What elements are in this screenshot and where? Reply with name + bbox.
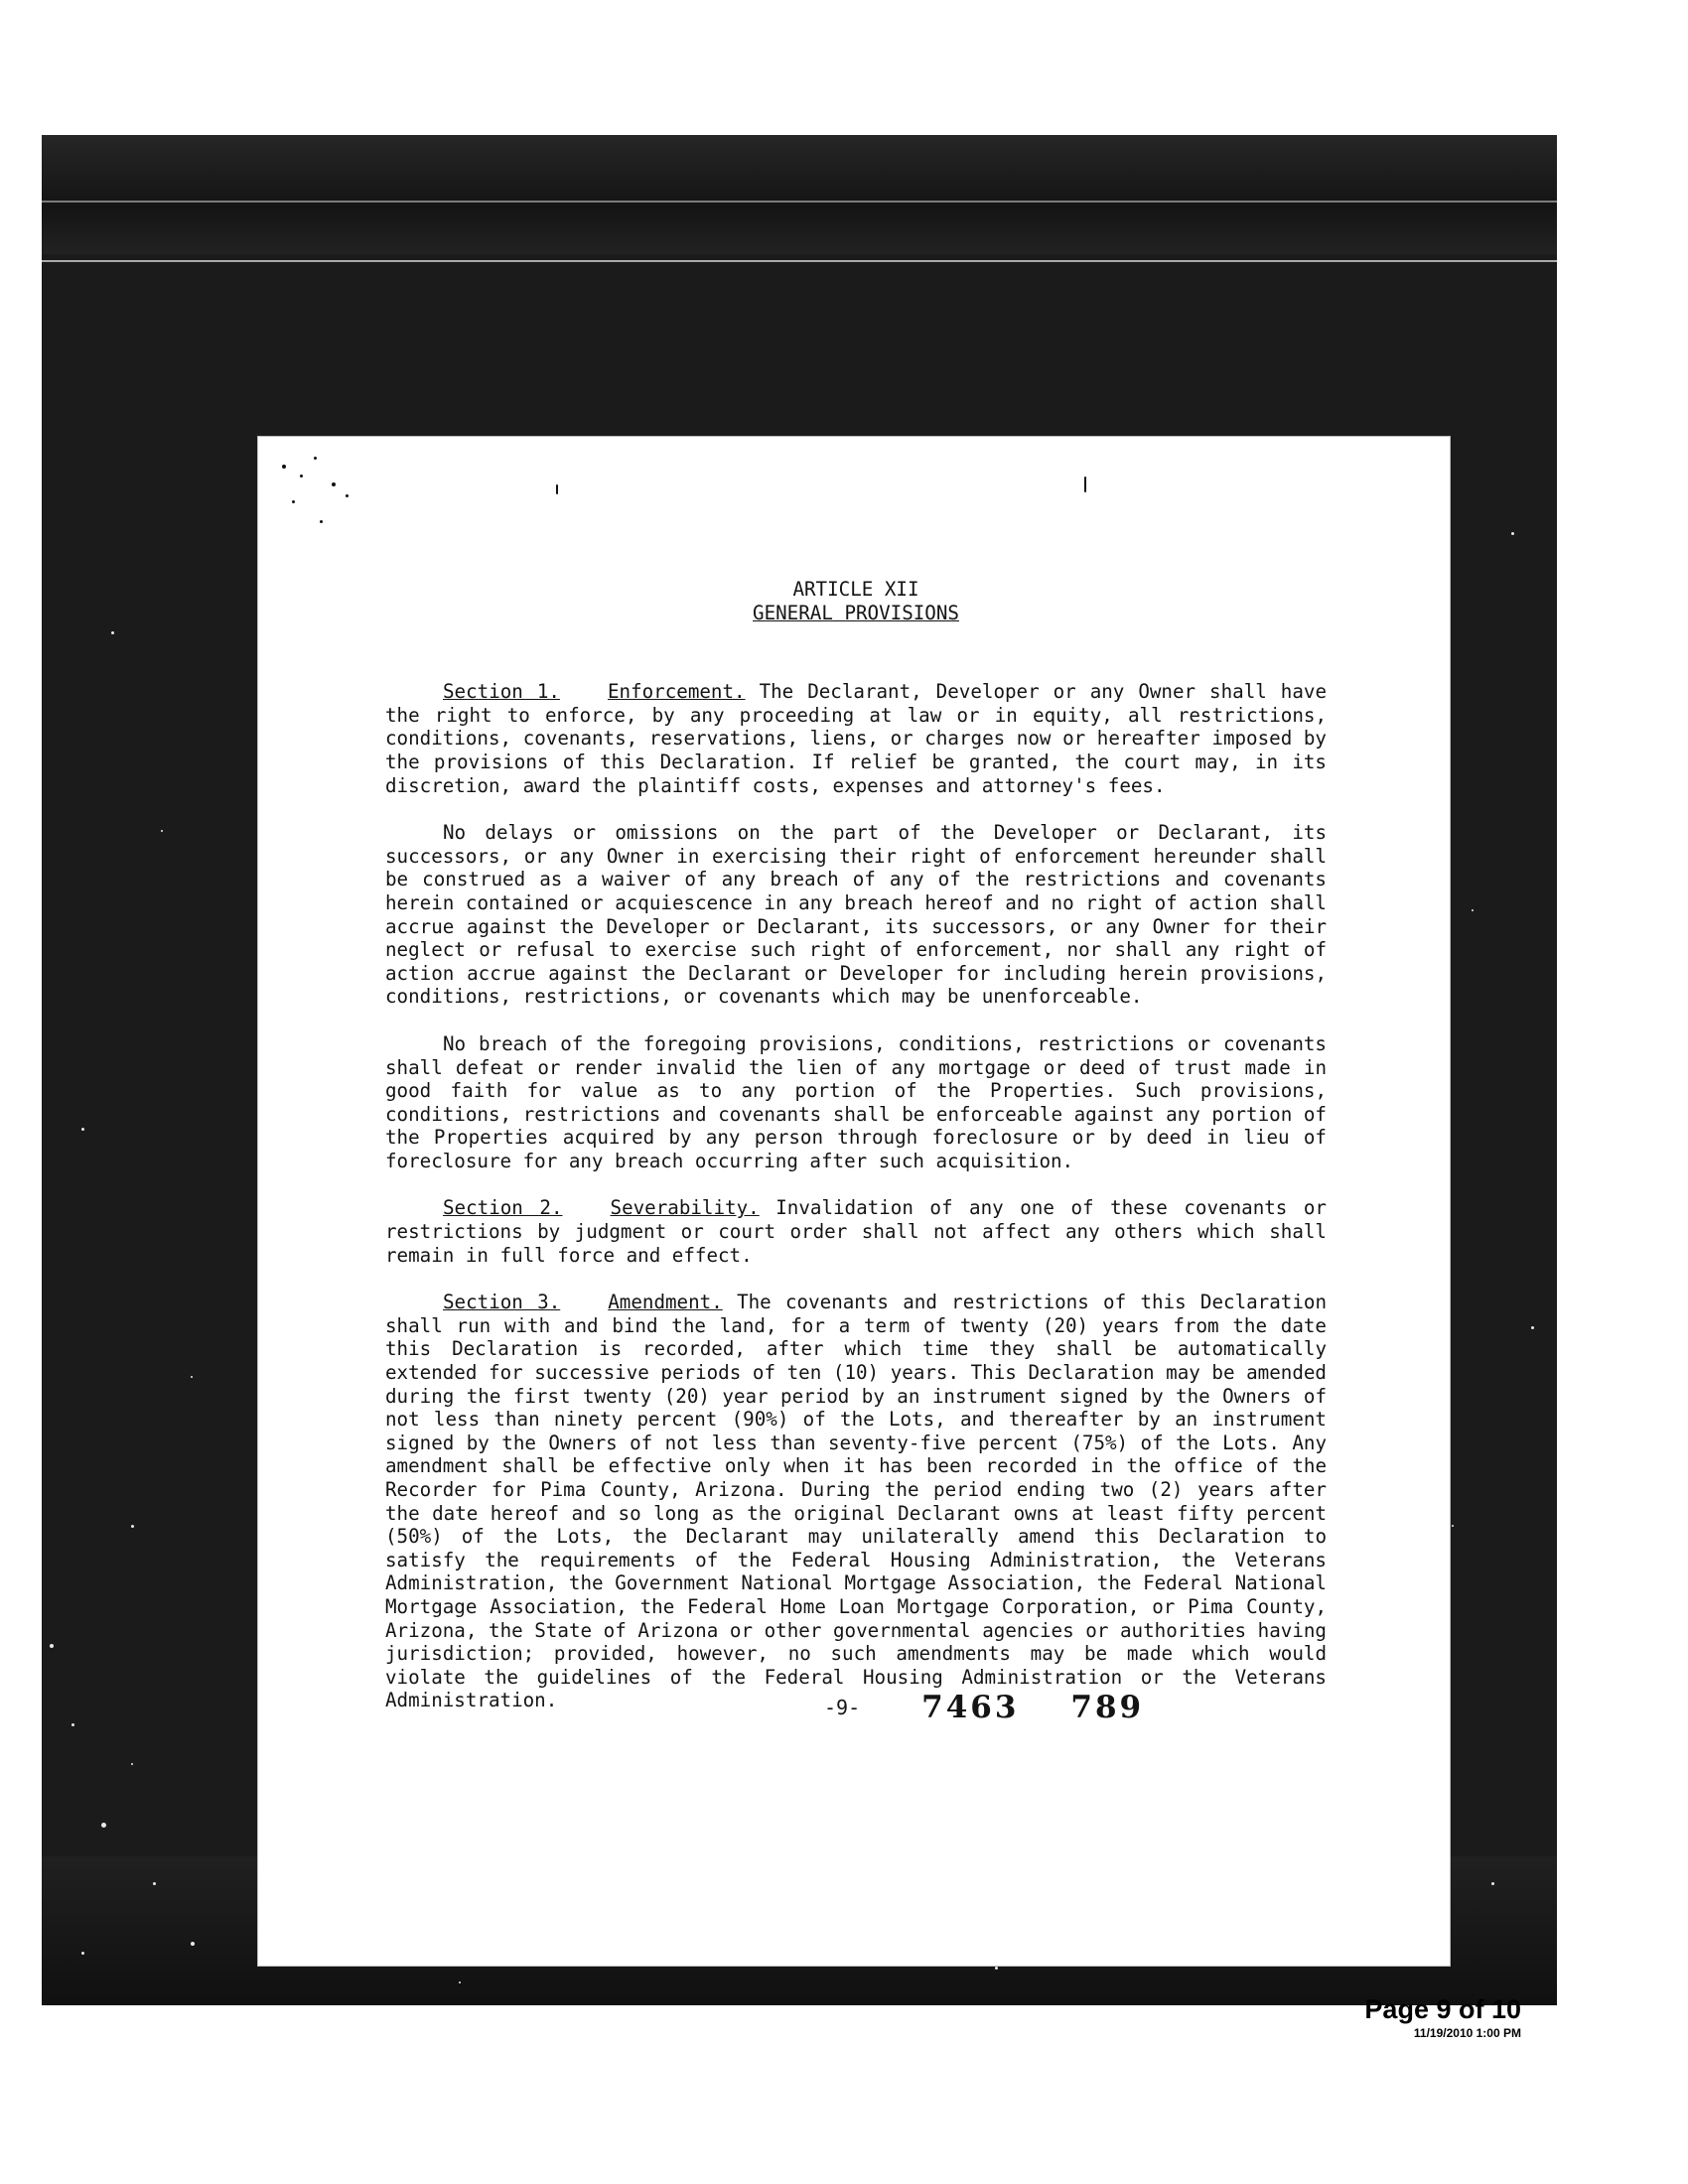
scan-speck: [1531, 1326, 1534, 1329]
print-timestamp: 11/19/2010 1:00 PM: [1413, 2026, 1521, 2040]
section-2-number: Section 2.: [443, 1196, 563, 1220]
page-speck: [314, 457, 317, 460]
scan-line: [42, 260, 1557, 262]
article-heading: [385, 578, 1327, 624]
scan-speck: [81, 1952, 84, 1955]
scan-speck: [131, 1525, 134, 1528]
article-title: ARTICLE XII: [792, 578, 919, 601]
scan-speck: [50, 1644, 54, 1648]
paragraph-breach: No breach of the foregoing provisions, conditions, restrictions or covenants shall defeat or render invalid the lien of any mortgage or deed of trust made in good faith for value as to any portion of the Properties. Such provisions, conditions, restrictions and covenants shall be enforceable against any portion of the Properties acquired by any person through foreclosure or by deed in lieu of foreclosure for any breach occurring after such acquisition.: [385, 1031, 1327, 1172]
scan-frame: [42, 135, 1557, 2005]
section-2-text: Invalidation of any one of these covenants or restrictions by judgment or court order shall not affect any others which shall remain in full force and effect.: [385, 1196, 1327, 1267]
scan-top-band: [42, 135, 1557, 254]
scan-speck: [191, 1942, 195, 1946]
scan-speck: [1472, 909, 1474, 911]
page-speck: [1084, 477, 1086, 492]
scan-speck: [1511, 532, 1514, 535]
section-1-paragraph: [385, 680, 1327, 797]
section-2-paragraph: [385, 1196, 1327, 1267]
scan-speck: [101, 1823, 106, 1828]
scan-speck: [81, 1128, 84, 1131]
scan-speck: [153, 1882, 156, 1885]
section-1-title: Enforcement.: [607, 680, 746, 704]
scan-line: [42, 201, 1557, 203]
scan-speck: [995, 1967, 998, 1970]
section-2-title: Severability.: [610, 1196, 760, 1220]
page-speck: [292, 500, 295, 503]
section-1-text: The Declarant, Developer or any Owner shall have the right to enforce, by any proceeding at law or in equity, all restrictions, conditions, covenants, reservations, liens, or charges now or hereafter imposed by the provisions of this Declaration. If relief be granted, the court may, in its discretion, award the plaintiff costs, expenses and attorney's fees.: [385, 680, 1327, 797]
page-speck: [320, 520, 323, 523]
document-body: [385, 578, 1327, 1736]
section-3-title: Amendment.: [608, 1291, 723, 1314]
page-counter-label: Page 9 of 10: [1364, 1994, 1521, 2024]
folio-number: -9-: [824, 1696, 861, 1719]
section-3-number: Section 3.: [443, 1291, 561, 1314]
docket-number: 7463: [921, 1690, 1020, 1725]
scan-speck: [71, 1723, 74, 1726]
document-page: [258, 437, 1450, 1966]
scan-speck: [131, 1763, 133, 1765]
paragraph-delays: No delays or omissions on the part of the Developer or Declarant, its successors, or any Owner in exercising their right of enforcement hereunder shall be construed as a waiver of any breach of any of the restrictions and covenants herein contained or acquiescence in any breach hereof and no right of action shall accrue against the Developer or Declarant, its successors, or any Owner for their neglect or refusal to exercise such right of enforcement, nor shall any right of action accrue against the Declarant or Developer for including herein provisions, conditions, restrictions, or covenants which may be unenforceable.: [385, 821, 1327, 1009]
page-footer: [824, 1690, 1420, 1725]
section-3-text: The covenants and restrictions of this Declaration shall run with and bind the land, for a term of twenty (20) years from the date this Declaration is recorded, after which time they shall be automatically extended for successive periods of ten (10) years. This Declaration may be amended during the first twenty (20) year period by an instrument signed by the Owners of not less than ninety percent (90%) of the Lots, and thereafter by an instrument signed by the Owners of not less than seventy-five percent (75%) of the Lots. Any amendment shall be effective only when it has been recorded in the office of the Recorder for Pima County, Arizona. During the period ending two (2) years after the date hereof and so long as the original Declarant owns at least fifty percent (50%) of the Lots, the Declarant may unilaterally amend this Declaration to satisfy the requirements of the Federal Housing Administration, the Veterans Administration, the Government National Mortgage Association, the Federal National Mortgage Association, the Federal Home Loan Mortgage Corporation, or Pima County, Arizona, the State of Arizona or other governmental agencies or authorities having jurisdiction; provided, however, no such amendments may be made which would violate the guidelines of the Federal Housing Administration or the Veterans Administration.: [385, 1291, 1327, 1712]
page-speck: [556, 484, 558, 494]
scan-speck: [459, 1981, 461, 1983]
section-1-number: Section 1.: [443, 680, 560, 704]
page-speck: [346, 494, 349, 497]
article-subtitle: GENERAL PROVISIONS: [753, 601, 959, 624]
scan-speck: [161, 830, 163, 832]
page-speck: [300, 475, 303, 478]
scan-speck: [1491, 1882, 1494, 1885]
page-reference: 789: [1070, 1690, 1145, 1725]
scan-speck: [111, 631, 114, 634]
page-counter: [1364, 1993, 1521, 2041]
page-speck: [282, 465, 286, 469]
section-3-paragraph: [385, 1291, 1327, 1712]
scan-speck: [1452, 1525, 1454, 1527]
page-speck: [332, 482, 336, 486]
scan-speck: [191, 1376, 193, 1378]
